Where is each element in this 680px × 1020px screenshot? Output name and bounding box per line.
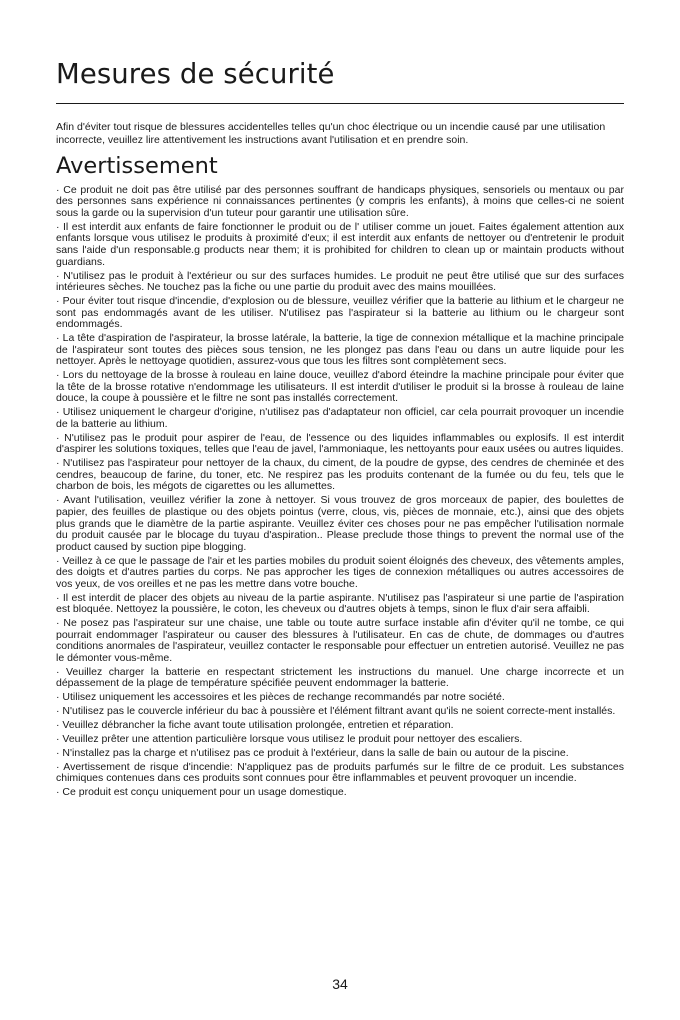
bullet-mark: · — [56, 457, 60, 470]
bullet-mark: · — [56, 719, 60, 732]
warning-item — [56, 748, 624, 760]
bullet-mark: · — [56, 406, 60, 419]
warning-item — [56, 667, 624, 690]
bullet-mark: · — [56, 332, 60, 345]
bullet-mark: · — [56, 705, 60, 718]
bullet-mark: · — [56, 617, 60, 630]
warning-item — [56, 556, 624, 591]
warning-text: Pour éviter tout risque d'incendie, d'explosion ou de blessure, veuillez vérifier que la batterie au lithium et le chargeur ne sont pas endommagés avant de les utiliser. N'utilisez pas l'aspirateur si la batterie au lithium ou le chargeur sont endommagés. — [56, 295, 625, 331]
warning-text: La tête d'aspiration de l'aspirateur, la brosse latérale, la batterie, la tige de connexion métallique et la machine principale de l'aspirateur sont toutes des pièces sous tension, ne les plongez pas dans l'eau ou dans un autre liquide pour les nettoyer. Après le nettoyage quotidien, assurez-vous que tous les filtres sont complètement secs. — [56, 332, 624, 368]
warning-item — [56, 692, 624, 704]
bullet-mark: · — [56, 786, 60, 799]
bullet-mark: · — [56, 369, 60, 382]
warning-text: N'utilisez pas le couvercle inférieur du bac à poussière et l'élément filtrant avant qu'ils ne soient correcte-ment installés. — [62, 705, 616, 718]
warning-item — [56, 407, 624, 430]
warning-item — [56, 433, 624, 456]
warning-text: Il est interdit aux enfants de faire fonctionner le produit ou de l' utiliser comme un jouet. Faites également attention aux enfants lorsque vous utilisez le produits à proximité d'eux; il est interdit aux enfants de nettoyer ou d'entretenir le produit sans l'aide d'un responsable.g products near them; it is prohibited for children to clean up or maintain products without guardians. — [56, 220, 624, 268]
bullet-mark: · — [56, 746, 60, 759]
warning-item — [56, 296, 624, 331]
warning-item — [56, 787, 624, 799]
warning-item — [56, 495, 624, 553]
warning-item — [56, 706, 624, 718]
warning-text: Utilisez uniquement le chargeur d'origine, n'utilisez pas d'adaptateur non officiel, car cela pourrait provoquer un incendie de la batterie au lithium. — [56, 406, 624, 430]
warning-item — [56, 271, 624, 294]
warning-item — [56, 370, 624, 405]
bullet-mark: · — [56, 554, 60, 567]
bullet-mark: · — [56, 295, 60, 308]
warning-item — [56, 458, 624, 493]
warning-item — [56, 762, 624, 785]
warning-item — [56, 185, 624, 220]
bullet-mark: · — [56, 269, 60, 282]
bullet-mark: · — [56, 431, 60, 444]
warning-text: Avant l'utilisation, veuillez vérifier la zone à nettoyer. Si vous trouvez de gros morceaux de papier, des boulettes de papier, des feuilles de plastique ou des objets pointus (verre, clous, vis, pièces de monnaie, etc.), ainsi que des objets plus grands que le diamètre de la partie aspirante. Veuillez éviter ces choses pour ne pas empêcher l'utilisation normale du produit causée par le blocage du tuyau d'aspiration.. Please preclude those things to prevent the normal use of the product caused by suction pipe blogging. — [56, 494, 624, 553]
warning-text: N'installez pas la charge et n'utilisez pas ce produit à l'extérieur, dans la salle de bain ou autour de la piscine. — [62, 746, 569, 759]
warning-item — [56, 333, 624, 368]
warning-text: Utilisez uniquement les accessoires et les pièces de rechange recommandés par notre société. — [62, 691, 505, 704]
section-heading-warning: Avertissement — [56, 152, 218, 179]
bullet-mark: · — [56, 732, 60, 745]
warning-item — [56, 593, 624, 616]
warning-text: N'utilisez pas l'aspirateur pour nettoyer de la chaux, du ciment, de la poudre de gypse, des cendres de cheminée et des cendres, beaucoup de farine, du toner, etc. Ne respirez pas les produits contenant de la fumée ou du feu, tels que le charbon de bois, les mégots de cigarettes ou les allumettes. — [56, 457, 624, 493]
warning-text: Veillez à ce que le passage de l'air et les parties mobiles du produit soient éloignés des cheveux, des vêtements amples, des doigts et d'autres parties du corps. Ne pas approcher les tiges de connexion métalliques ou autres accessoires de vos yeux, de vos oreilles et ne pas les mettre dans votre bouche. — [56, 554, 624, 590]
warning-text: N'utilisez pas le produit pour aspirer de l'eau, de l'essence ou des liquides inflammables ou explosifs. Il est interdit d'aspirer les solutions toxiques, telles que l'eau de javel, l'ammoniaque, les nettoyants pour eaux usées ou autres liquides. — [56, 431, 624, 456]
bullet-mark: · — [56, 494, 60, 507]
warning-item — [56, 734, 624, 746]
warning-text: Veuillez charger la batterie en respectant strictement les instructions du manuel. Une charge incorrecte et un dépassement de la plage de température spécifiée peuvent endommager la batterie. — [56, 665, 624, 690]
title-divider — [56, 103, 624, 104]
warning-text: Lors du nettoyage de la brosse à rouleau en laine douce, veuillez d'abord éteindre la machine principale pour éviter que la tête de la brosse rotative n'endommage les utilisateurs. Il est interdit d'utiliser le produit si la brosse à rouleau de laine douce, la coupe à poussière et le filtre ne sont pas installés correctement. — [56, 369, 624, 405]
bullet-mark: · — [56, 591, 60, 604]
page-number: 34 — [332, 976, 348, 992]
bullet-mark: · — [56, 220, 60, 233]
bullet-mark: · — [56, 183, 60, 196]
warning-text: Veuillez prêter une attention particulière lorsque vous utilisez le produit pour nettoyer des escaliers. — [62, 732, 523, 745]
warning-text: Veuillez débrancher la fiche avant toute utilisation prolongée, entretien et réparation. — [62, 719, 454, 732]
warning-text: N'utilisez pas le produit à l'extérieur ou sur des surfaces humides. Le produit ne peut être utilisé que sur des surfaces intérieures sèches. Ne touchez pas la fiche ou une partie du produit avec des mains mouillées. — [56, 269, 624, 294]
warning-text: Ce produit est conçu uniquement pour un usage domestique. — [62, 786, 347, 799]
bullet-mark: · — [56, 760, 60, 773]
bullet-mark: · — [56, 691, 60, 704]
warning-item — [56, 618, 624, 664]
warning-text: Avertissement de risque d'incendie: N'appliquez pas de produits parfumés sur le filtre de ce produit. Les substances chimiques contenues dans ces produits sont connues pour être inflammables et peuvent provoquer un incendie. — [56, 760, 624, 785]
intro-paragraph: Afin d'éviter tout risque de blessures accidentelles telles qu'un choc électrique ou un incendie causé par une utilisation incorrecte, veuillez lire attentivement les instructions avant l'utilisation et en prendre soin. — [56, 121, 606, 147]
warning-text: Ne posez pas l'aspirateur sur une chaise, une table ou toute autre surface instable afin d'éviter qu'il ne tombe, ce qui pourrait endommager l'aspirateur ou causer des blessures à l'utilisateur. En cas de chute, de dommages ou d'autres conditions anormales de l'aspirateur, veuillez contacter le responsable pour effectuer un entretien autorisé. Veuillez ne pas le démonter vous-même. — [56, 617, 624, 664]
warning-text: Il est interdit de placer des objets au niveau de la partie aspirante. N'utilisez pas l'aspirateur si une partie de l'aspiration est bloquée. Nettoyez la poussière, le coton, les cheveux ou d'autres objets à temps, sinon le flux d'air sera affaibli. — [56, 591, 624, 616]
warning-list — [56, 185, 624, 799]
page-title: Mesures de sécurité — [56, 58, 335, 90]
warning-text: Ce produit ne doit pas être utilisé par des personnes souffrant de handicaps physiques, sensoriels ou mentaux ou par des personnes sans expérience ni connaissances pertinentes (y compris les enfants), à moins que celles-ci ne soient sous la garde ou la supervision d'un tuteur pour garantir une utilisation sûre. — [56, 183, 624, 219]
bullet-mark: · — [56, 665, 60, 678]
warning-item — [56, 222, 624, 268]
warning-item — [56, 720, 624, 732]
